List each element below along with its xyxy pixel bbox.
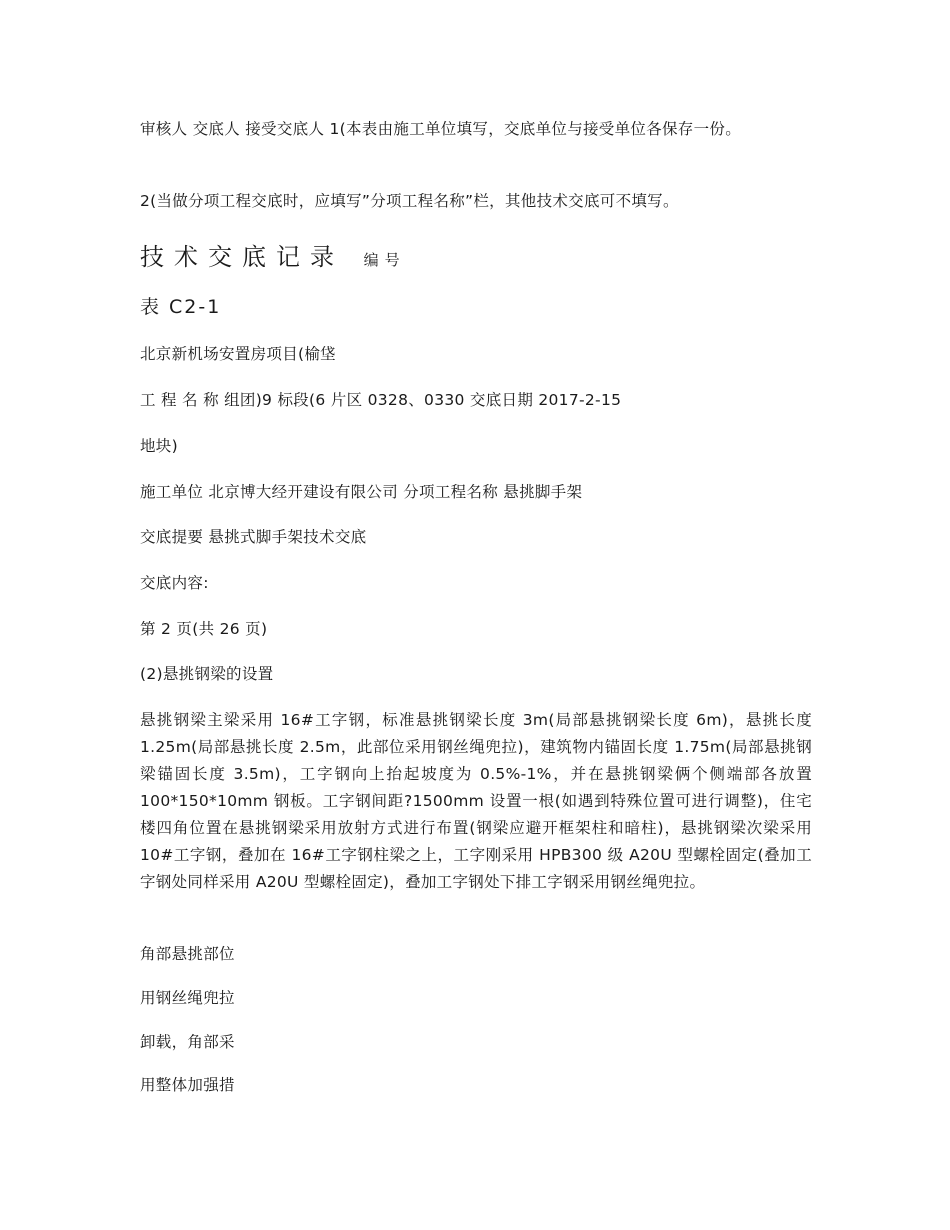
note-1: 审核人 交底人 接受交底人 1(本表由施工单位填写，交底单位与接受单位各保存一份。 (140, 120, 741, 138)
project-name-line-1: 北京新机场安置房项目(榆垡 (140, 345, 336, 363)
body-paragraph: 悬挑钢梁主梁采用 16#工字钢，标准悬挑钢梁长度 3m(局部悬挑钢梁长度 6m)，悬挑长度 1.25m(局部悬挑长度 2.5m，此部位采用钢丝绳兜拉)，建筑物内锚固长度 1.75m(局部悬挑钢梁锚固长度 3.5m)，工字钢向上抬起坡度为 0.5%-1%，并在悬挑钢梁俩个侧端部各放置 100*150*10mm 钢板。工字钢间距?1500mm 设置一根(如遇到特殊位置可进行调整)，住宅楼四角位置在悬挑钢梁采用放射方式进行布置(钢梁应避开框架柱和暗柱)，悬挑钢梁次梁采用 10#工字钢，叠加在 16#工字钢柱梁之上，工字刚采用 HPB300 级 A20U 型螺栓固定(叠加工字钢处同样采用 A20U 型螺栓固定)，叠加工字钢处下排工字钢采用钢丝绳兜拉。 (140, 711, 812, 891)
corner-line-1: 角部悬挑部位 (140, 945, 235, 963)
project-name-line-2: 工 程 名 称 组团)9 标段(6 片区 0328、0330 交底日期 2017-2-15 (140, 391, 622, 409)
page-info: 第 2 页(共 26 页) (140, 620, 268, 638)
table-number: 表 C2-1 (140, 296, 222, 318)
note-2: 2(当做分项工程交底时，应填写”分项工程名称”栏，其他技术交底可不填写。 (140, 192, 679, 210)
title-text: 技术交底记录 (140, 243, 344, 271)
corner-line-4: 用整体加强措 (140, 1076, 235, 1094)
document-title (140, 240, 406, 277)
content-label: 交底内容: (140, 574, 209, 592)
construction-unit: 施工单位 北京博大经开建设有限公司 分项工程名称 悬挑脚手架 (140, 483, 583, 501)
corner-line-2: 用钢丝绳兜拉 (140, 989, 235, 1007)
corner-line-3: 卸载，角部采 (140, 1033, 235, 1051)
title-suffix: 编号 (363, 251, 406, 269)
section-heading: (2)悬挑钢梁的设置 (140, 665, 274, 683)
project-name-line-3: 地块) (140, 437, 178, 455)
disclosure-summary: 交底提要 悬挑式脚手架技术交底 (140, 528, 367, 546)
